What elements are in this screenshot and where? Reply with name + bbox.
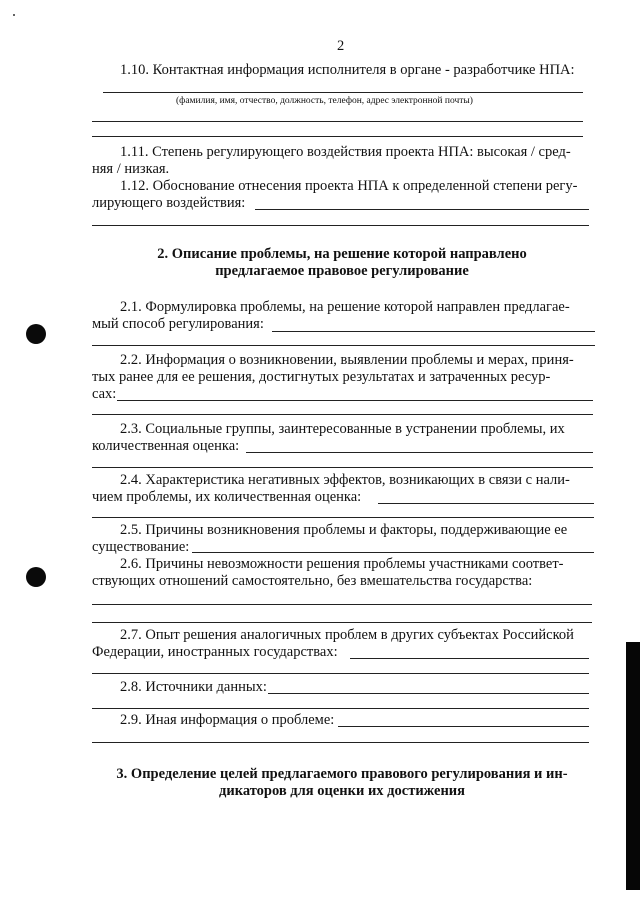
fill-line (92, 225, 589, 226)
section-3-heading-line-1: 3. Определение целей предлагаемого правового регулирования и ин- (116, 766, 568, 782)
section-2-5-line-2: существование: (92, 539, 190, 555)
fill-line (92, 121, 583, 122)
section-2-6-line-2: ствующих отношений самостоятельно, без вмешательства государства: (92, 573, 533, 589)
section-2-3-line-1: 2.3. Социальные группы, заинтересованные в устранении проблемы, их (120, 421, 565, 437)
fill-line (92, 708, 589, 709)
fill-line (92, 622, 592, 623)
section-2-7-line-1: 2.7. Опыт решения аналогичных проблем в других субъектах Российской (120, 627, 574, 643)
section-2-9-label: 2.9. Иная информация о проблеме: (120, 712, 335, 728)
section-2-6-line-1: 2.6. Причины невозможности решения проблемы участниками соответ- (120, 556, 564, 572)
section-2-heading-line-1: 2. Описание проблемы, на решение которой направлено (157, 246, 527, 262)
fill-line (378, 503, 594, 504)
fill-line (117, 400, 593, 401)
fill-line (272, 331, 595, 332)
section-2-4-line-2: чием проблемы, их количественная оценка: (92, 489, 362, 505)
section-2-8-label: 2.8. Источники данных: (120, 679, 267, 695)
section-2-2-line-1: 2.2. Информация о возникновении, выявлении проблемы и мерах, приня- (120, 352, 574, 368)
section-3-heading-line-2: дикаторов для оценки их достижения (219, 783, 465, 799)
page-number: 2 (337, 38, 345, 54)
fill-line (92, 467, 593, 468)
fill-line (92, 742, 589, 743)
section-1-12-line-1: 1.12. Обоснование отнесения проекта НПА к определенной степени регу- (120, 178, 578, 194)
section-2-3-line-2: количественная оценка: (92, 438, 240, 454)
section-2-1-line-2: мый способ регулирования: (92, 316, 264, 332)
section-1-12-line-2: лирующего воздействия: (92, 195, 246, 211)
punch-hole-top (26, 324, 46, 344)
section-2-5-line-1: 2.5. Причины возникновения проблемы и факторы, поддерживающие ее (120, 522, 568, 538)
fill-line (338, 726, 589, 727)
fill-line (92, 136, 583, 137)
section-2-2-line-2: тых ранее для ее решения, достигнутых результатах и затраченных ресур- (92, 369, 551, 385)
fill-line (246, 452, 593, 453)
fill-line (268, 693, 589, 694)
section-1-10-hint: (фамилия, имя, отчество, должность, телефон, адрес электронной почты) (176, 96, 473, 106)
fill-line (192, 552, 594, 553)
fill-line (92, 673, 589, 674)
fill-line (92, 604, 592, 605)
fill-line (350, 658, 589, 659)
section-2-4-line-1: 2.4. Характеристика негативных эффектов, возникающих в связи с нали- (120, 472, 570, 488)
fill-line (92, 517, 594, 518)
fill-line (255, 209, 589, 210)
section-2-1-line-1: 2.1. Формулировка проблемы, на решение которой направлен предлагае- (120, 299, 570, 315)
fill-line (92, 414, 593, 415)
fill-line (92, 345, 595, 346)
section-2-heading-line-2: предлагаемое правовое регулирование (215, 263, 469, 279)
punch-hole-bottom (26, 567, 46, 587)
scan-edge-shadow (626, 642, 640, 890)
section-1-11-line-2: няя / низкая. (92, 161, 170, 177)
fill-line (103, 92, 583, 93)
section-2-7-line-2: Федерации, иностранных государствах: (92, 644, 338, 660)
section-1-10-label: 1.10. Контактная информация исполнителя в органе - разработчике НПА: (120, 62, 575, 78)
scan-speck (13, 14, 15, 16)
section-2-2-line-3: сах: (92, 386, 117, 402)
section-1-11-line-1: 1.11. Степень регулирующего воздействия проекта НПА: высокая / сред- (120, 144, 571, 160)
